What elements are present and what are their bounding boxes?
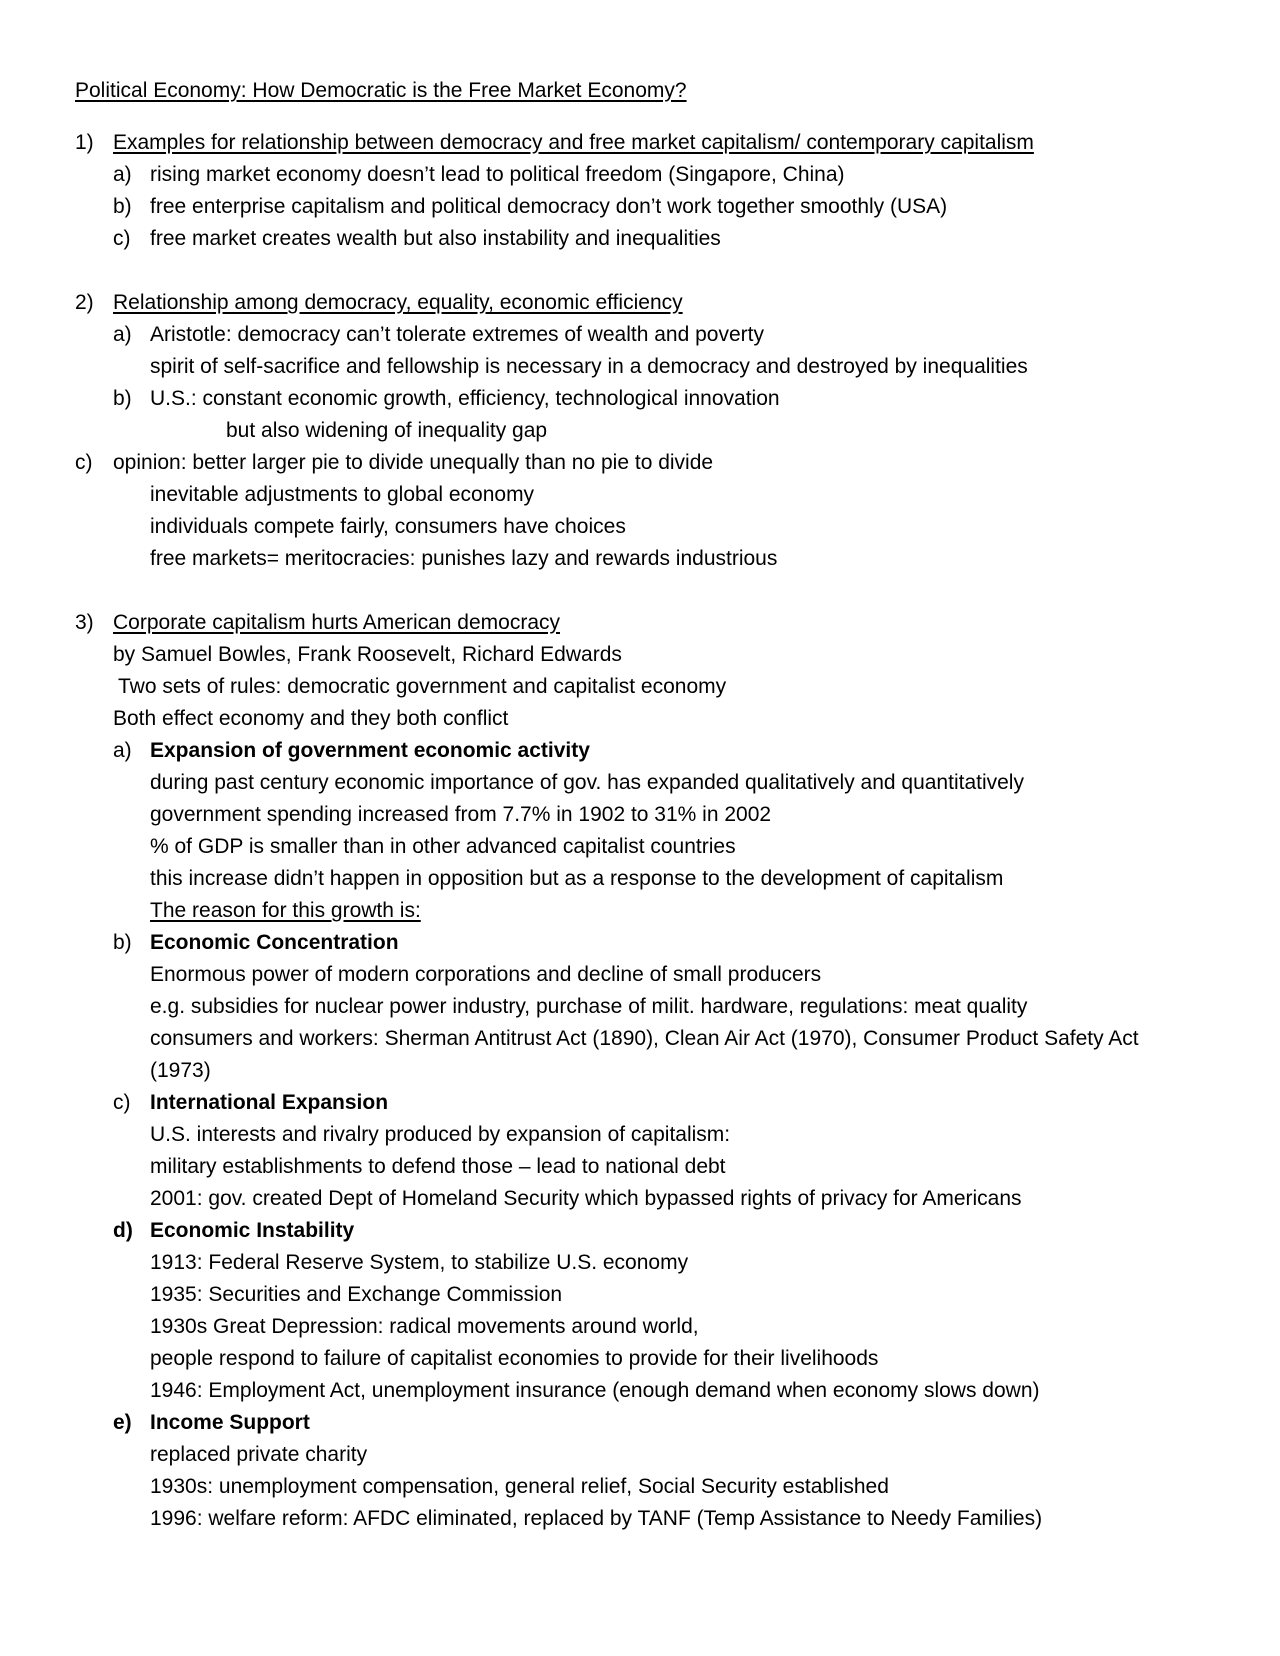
- list-item: opinion: better larger pie to divide unequally than no pie to divide: [113, 451, 714, 474]
- list-item-line: Enormous power of modern corporations and decline of small producers: [150, 963, 822, 986]
- list-item-line: 1930s Great Depression: radical movements around world,: [150, 1315, 699, 1338]
- section-number: 1): [75, 131, 94, 154]
- list-item-line: government spending increased from 7.7% in 1902 to 31% in 2002: [150, 803, 772, 826]
- section-heading: Examples for relationship between democracy and free market capitalism/ contemporary capitalism: [113, 131, 1034, 154]
- subsection-title: Income Support: [150, 1411, 310, 1434]
- section-heading: Corporate capitalism hurts American democracy: [113, 611, 561, 634]
- list-marker: b): [113, 195, 132, 218]
- page-title: Political Economy: How Democratic is the Free Market Economy?: [75, 79, 687, 102]
- list-item-line: U.S. interests and rivalry produced by expansion of capitalism:: [150, 1123, 731, 1146]
- list-item: U.S.: constant economic growth, efficiency, technological innovation: [150, 387, 780, 410]
- list-item-continuation: free markets= meritocracies: punishes lazy and rewards industrious: [150, 547, 778, 570]
- list-item-line: military establishments to defend those – lead to national debt: [150, 1155, 726, 1178]
- list-item-line: people respond to failure of capitalist economies to provide for their livelihoods: [150, 1347, 879, 1370]
- list-item-line: this increase didn’t happen in opposition but as a response to the development of capitalism: [150, 867, 1004, 890]
- list-item-line: replaced private charity: [150, 1443, 368, 1466]
- section-number: 3): [75, 611, 94, 634]
- list-marker: a): [113, 163, 132, 186]
- list-item-line: (1973): [150, 1059, 211, 1082]
- list-item-line: % of GDP is smaller than in other advanced capitalist countries: [150, 835, 736, 858]
- list-item-line: 1913: Federal Reserve System, to stabilize U.S. economy: [150, 1251, 689, 1274]
- list-item-continuation: but also widening of inequality gap: [226, 419, 548, 442]
- section-intro-line: by Samuel Bowles, Frank Roosevelt, Richard Edwards: [113, 643, 622, 666]
- list-item-continuation: inevitable adjustments to global economy: [150, 483, 535, 506]
- list-item-line: consumers and workers: Sherman Antitrust Act (1890), Clean Air Act (1970), Consumer Product Safety Act: [150, 1027, 1139, 1050]
- list-marker: e): [113, 1411, 132, 1434]
- list-item: rising market economy doesn’t lead to political freedom (Singapore, China): [150, 163, 845, 186]
- section-intro-line: Two sets of rules: democratic government and capitalist economy: [118, 675, 727, 698]
- list-marker: d): [113, 1219, 133, 1242]
- subsection-title: International Expansion: [150, 1091, 389, 1114]
- list-item-line: e.g. subsidies for nuclear power industry, purchase of milit. hardware, regulations: meat quality: [150, 995, 1028, 1018]
- section-heading: Relationship among democracy, equality, economic efficiency: [113, 291, 683, 314]
- list-item-line: 1935: Securities and Exchange Commission: [150, 1283, 563, 1306]
- list-item-continuation: spirit of self-sacrifice and fellowship is necessary in a democracy and destroyed by inequalities: [150, 355, 1028, 378]
- list-marker: b): [113, 387, 132, 410]
- list-item-line: during past century economic importance of gov. has expanded qualitatively and quantitatively: [150, 771, 1024, 794]
- list-item-line: 2001: gov. created Dept of Homeland Security which bypassed rights of privacy for Americans: [150, 1187, 1022, 1210]
- list-marker: c): [75, 451, 93, 474]
- list-item: free enterprise capitalism and political democracy don’t work together smoothly (USA): [150, 195, 948, 218]
- list-marker: a): [113, 323, 132, 346]
- list-marker: c): [113, 1091, 131, 1114]
- subsection-title: Economic Concentration: [150, 931, 399, 954]
- section-intro-line: Both effect economy and they both conflict: [113, 707, 509, 730]
- subsection-title: Expansion of government economic activity: [150, 739, 590, 762]
- list-item: free market creates wealth but also instability and inequalities: [150, 227, 721, 250]
- underlined-line: The reason for this growth is:: [150, 899, 421, 922]
- list-marker: a): [113, 739, 132, 762]
- list-marker: c): [113, 227, 131, 250]
- list-item-line: 1930s: unemployment compensation, general relief, Social Security established: [150, 1475, 889, 1498]
- section-number: 2): [75, 291, 94, 314]
- subsection-title: Economic Instability: [150, 1219, 355, 1242]
- list-item-line: 1996: welfare reform: AFDC eliminated, replaced by TANF (Temp Assistance to Needy Families): [150, 1507, 1043, 1530]
- list-item: Aristotle: democracy can’t tolerate extremes of wealth and poverty: [150, 323, 764, 346]
- list-marker: b): [113, 931, 132, 954]
- list-item-continuation: individuals compete fairly, consumers have choices: [150, 515, 626, 538]
- list-item-line: 1946: Employment Act, unemployment insurance (enough demand when economy slows down): [150, 1379, 1040, 1402]
